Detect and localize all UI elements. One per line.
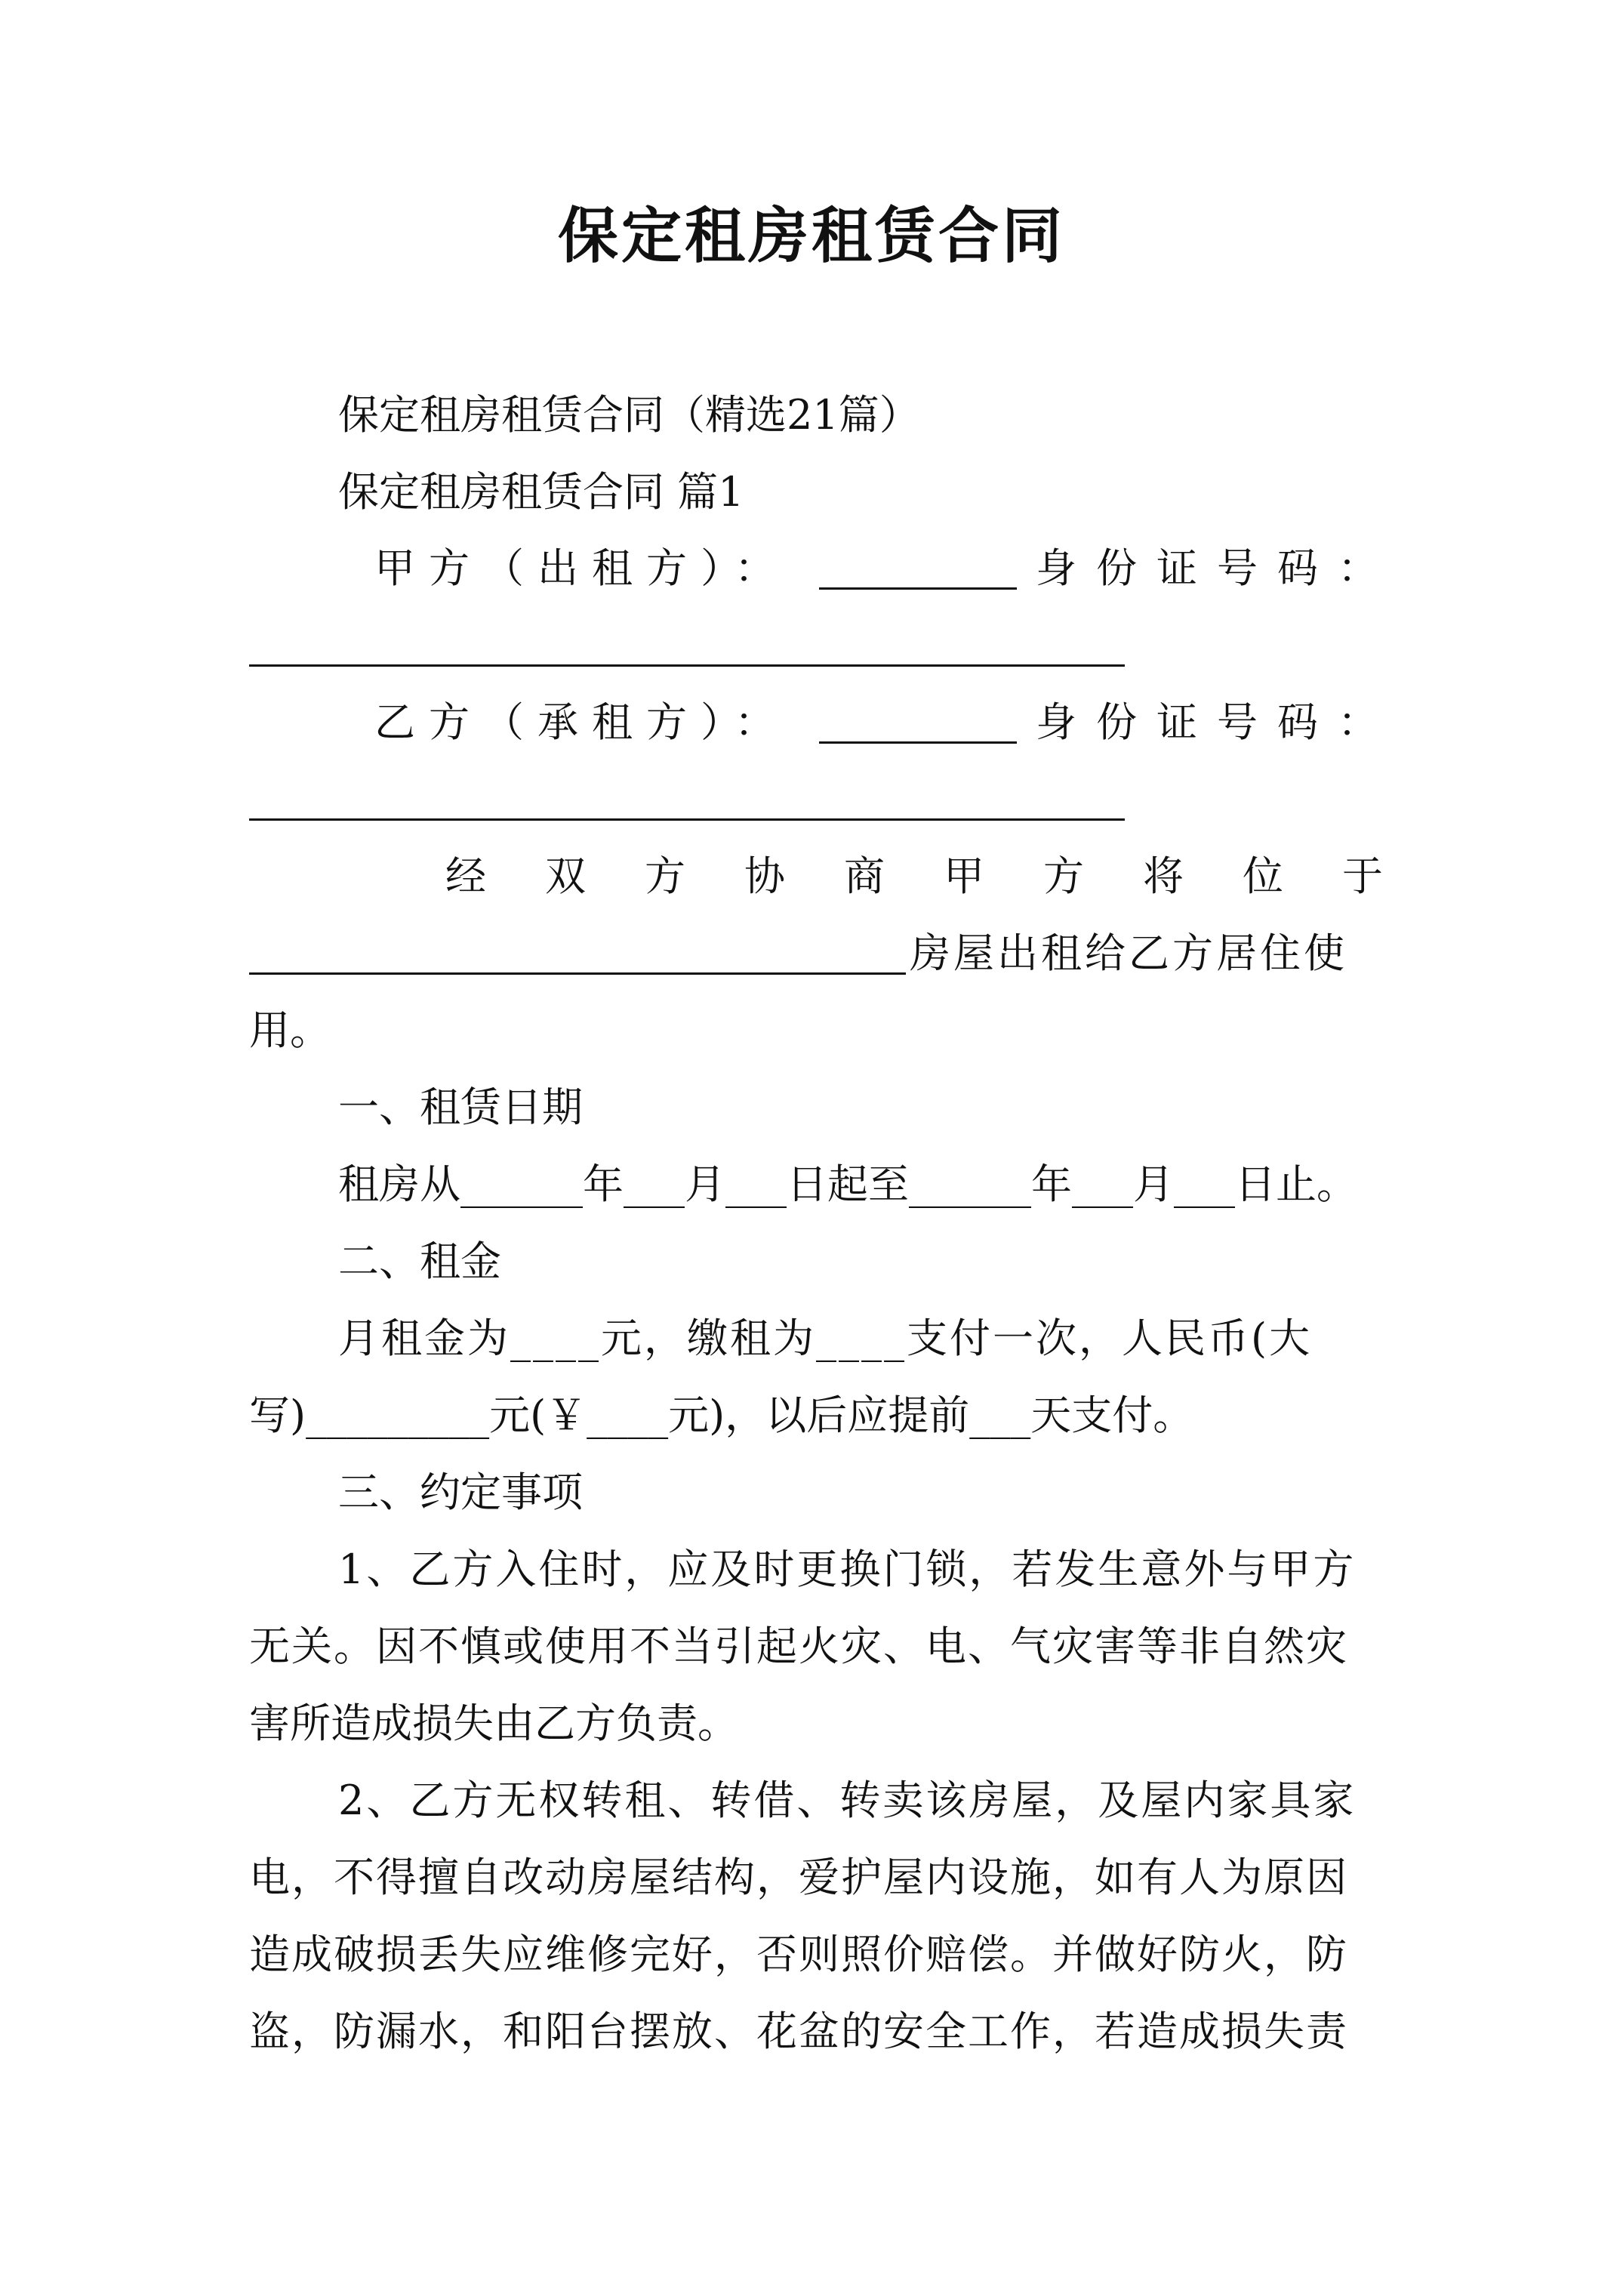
item-2-line-1: 2、乙方无权转租、转借、转卖该房屋，及屋内家具家 xyxy=(338,1777,1357,1824)
party-b-id-label: 身份证号码： xyxy=(1036,698,1398,746)
item-2-line-2: 电，不得擅自改动房屋结构，爱护屋内设施，如有人为原因 xyxy=(249,1854,1348,1901)
section-1-heading: 一、租赁日期 xyxy=(338,1083,583,1131)
party-b-id-blank xyxy=(249,818,1125,821)
party-a-id-blank xyxy=(249,664,1125,667)
item-1-line-2: 无关。因不慎或使用不当引起火灾、电、气灾害等非自然灾 xyxy=(249,1623,1348,1670)
section-2-line-2: 写)_________元(￥____元)，以后应提前___天支付。 xyxy=(249,1391,1194,1439)
location-blank xyxy=(249,972,906,975)
item-1-line-3: 害所造成损失由乙方负责。 xyxy=(249,1700,738,1747)
item-2-line-3: 造成破损丢失应维修完好，否则照价赔偿。并做好防火，防 xyxy=(249,1931,1348,1978)
item-1-line-1: 1、乙方入住时，应及时更换门锁，若发生意外与甲方 xyxy=(338,1546,1357,1593)
intro-line-2: 房屋出租给乙方居住使 xyxy=(910,929,1347,977)
intro-line-1: 经双方协商甲方将位于 xyxy=(445,852,1442,900)
party-b-name-blank xyxy=(819,741,1017,744)
section-2-line-1: 月租金为____元，缴租为____支付一次，人民币(大 xyxy=(338,1314,1313,1362)
party-a-id-label: 身份证号码： xyxy=(1036,544,1398,592)
section-2-heading: 二、租金 xyxy=(338,1237,501,1285)
party-a-name-blank xyxy=(819,587,1017,590)
party-b-label: 乙方（承租方）： xyxy=(374,698,789,746)
party-a-label: 甲方（出租方）： xyxy=(374,544,789,592)
document-title: 保定租房租赁合同 xyxy=(558,200,1065,271)
item-2-line-4: 盗，防漏水，和阳台摆放、花盆的安全工作，若造成损失责 xyxy=(249,2008,1348,2055)
intro-line-3: 用。 xyxy=(249,1006,331,1054)
section-1-text: 租房从______年___月___日起至______年___月___日止。 xyxy=(338,1160,1357,1208)
section-3-heading: 三、约定事项 xyxy=(338,1469,583,1516)
document-subtitle: 保定租房租赁合同（精选21篇） xyxy=(338,391,920,439)
part-heading: 保定租房租赁合同 篇1 xyxy=(338,468,744,516)
